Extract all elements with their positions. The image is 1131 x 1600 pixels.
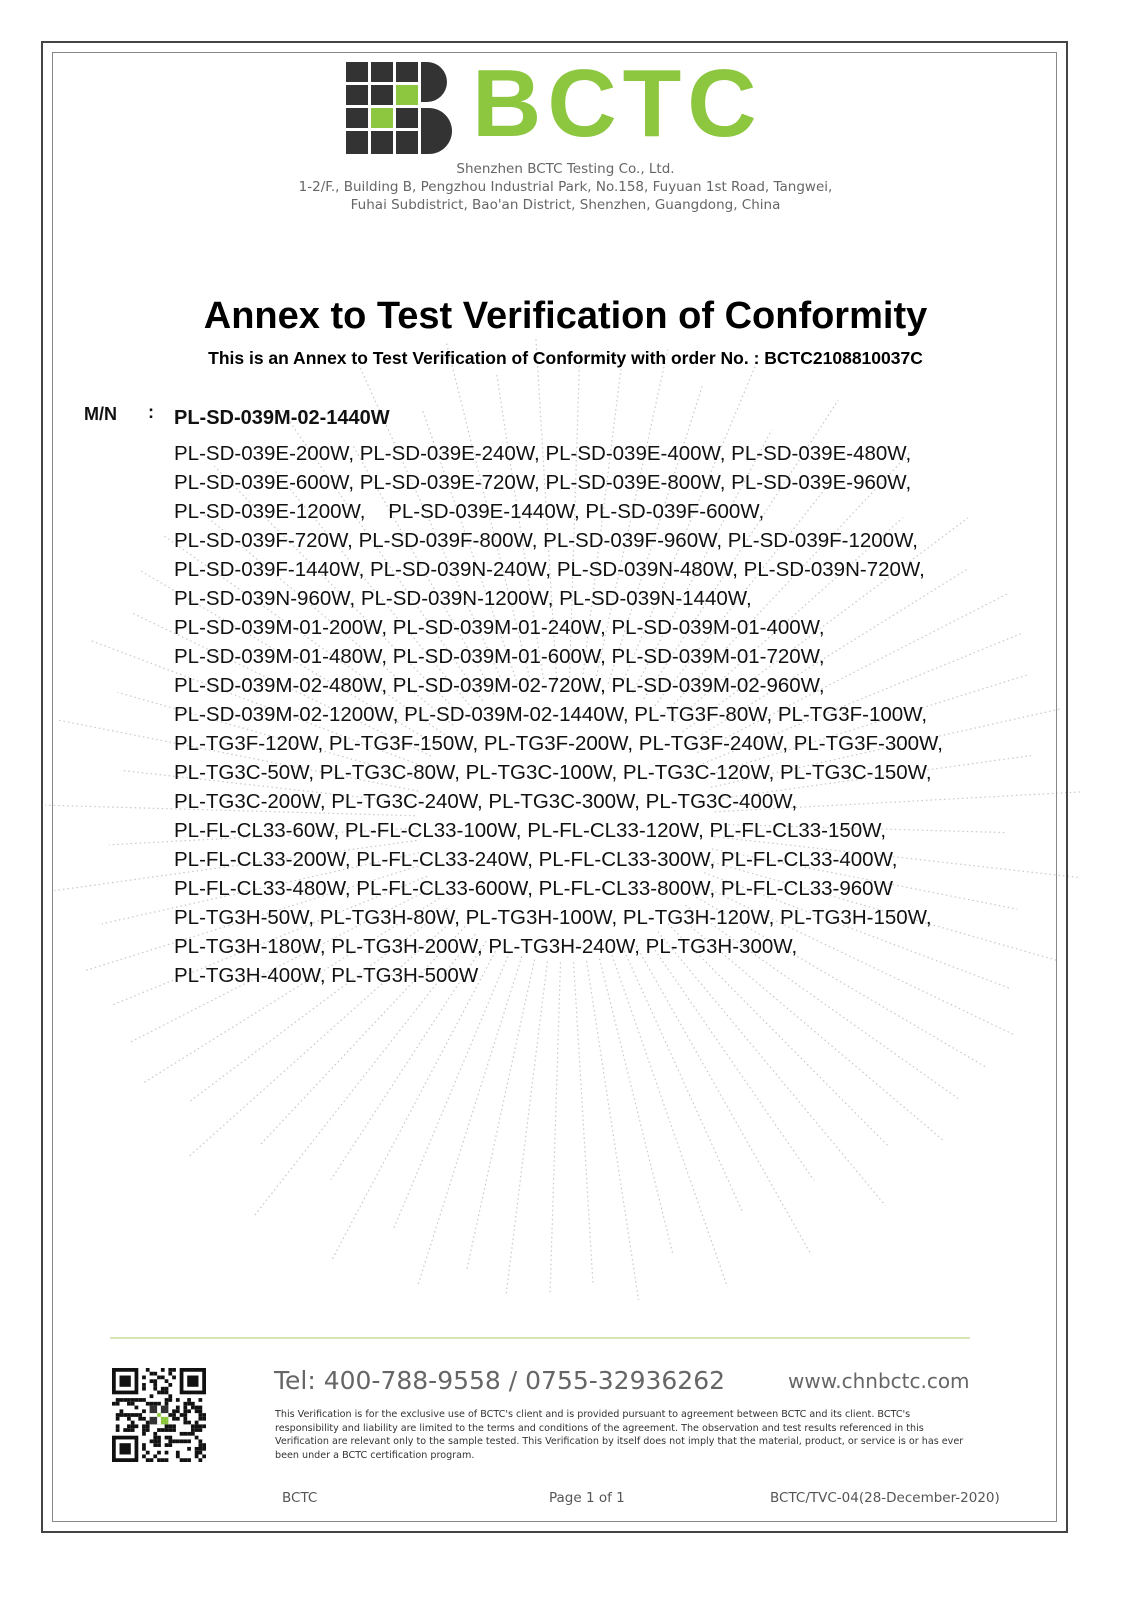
company-address-line-1: 1-2/F., Building B, Pengzhou Industrial Park, No.158, Fuyuan 1st Road, Tangwei, [298, 179, 833, 195]
model-list-line: PL-SD-039F-1440W, PL-SD-039N-240W, PL-SD-039N-480W, PL-SD-039N-720W, [174, 558, 925, 581]
model-list-line: PL-TG3C-50W, PL-TG3C-80W, PL-TG3C-100W, PL-TG3C-120W, PL-TG3C-150W, [174, 761, 932, 784]
model-number-colon: : [148, 402, 154, 422]
company-address-line-2: Fuhai Subdistrict, Bao'an District, Shenzhen, Guangdong, China [350, 197, 781, 213]
qr-code-icon[interactable] [112, 1368, 206, 1462]
website-link[interactable]: www.chnbctc.com [788, 1369, 970, 1393]
model-list-line: PL-TG3H-50W, PL-TG3H-80W, PL-TG3H-100W, PL-TG3H-120W, PL-TG3H-150W, [174, 906, 932, 929]
model-list-line: PL-FL-CL33-60W, PL-FL-CL33-100W, PL-FL-CL33-120W, PL-FL-CL33-150W, [174, 819, 887, 842]
model-list-line: PL-TG3F-120W, PL-TG3F-150W, PL-TG3F-200W, PL-TG3F-240W, PL-TG3F-300W, [174, 732, 943, 755]
page-indicator: Page 1 of 1 [549, 1490, 625, 1506]
logo-wordmark: BCTC [472, 50, 763, 157]
model-number-label: M/N [84, 404, 117, 424]
disclaimer-text: This Verification is for the exclusive use of BCTC's client and is provided pursuant to agreement between BCTC and its client. BCTC's responsibility and liability are limited to the terms and conditions of the agreement. The observation and test results referenced in this Verification are relevant only to the sample tested. This Verification by itself does not imply that the material, product, or service is or has ever been under a BCTC certification program. [275, 1409, 964, 1461]
model-list-line: PL-FL-CL33-480W, PL-FL-CL33-600W, PL-FL-CL33-800W, PL-FL-CL33-960W [174, 877, 893, 900]
model-list-line: PL-SD-039E-200W, PL-SD-039E-240W, PL-SD-039E-400W, PL-SD-039E-480W, [174, 442, 912, 465]
telephone-numbers: Tel: 400-788-9558 / 0755-32936262 [274, 1366, 726, 1395]
model-list [174, 439, 1034, 990]
footer-divider [110, 1337, 970, 1339]
model-list-line: PL-SD-039M-01-480W, PL-SD-039M-01-600W, PL-SD-039M-01-720W, [174, 645, 825, 668]
model-list-line: PL-SD-039N-960W, PL-SD-039N-1200W, PL-SD-039N-1440W, [174, 587, 752, 610]
footer-left: BCTC [282, 1490, 318, 1506]
model-list-line: PL-SD-039M-02-480W, PL-SD-039M-02-720W, PL-SD-039M-02-960W, [174, 674, 825, 697]
model-list-line: PL-SD-039M-01-200W, PL-SD-039M-01-240W, PL-SD-039M-01-400W, [174, 616, 825, 639]
form-reference: BCTC/TVC-04(28-December-2020) [770, 1490, 1000, 1506]
model-list-line: PL-SD-039E-1200W, PL-SD-039E-1440W, PL-SD-039F-600W, [174, 500, 765, 523]
company-name: Shenzhen BCTC Testing Co., Ltd. [456, 161, 675, 177]
document-title: Annex to Test Verification of Conformity [203, 295, 928, 337]
main-model-number: PL-SD-039M-02-1440W [174, 407, 390, 429]
model-list-line: PL-SD-039M-02-1200W, PL-SD-039M-02-1440W, PL-TG3F-80W, PL-TG3F-100W, [174, 703, 928, 726]
document-subtitle: This is an Annex to Test Verification of Conformity with order No. : BCTC2108810037C [208, 348, 923, 368]
model-list-line: PL-TG3H-400W, PL-TG3H-500W [174, 964, 479, 987]
model-list-line: PL-SD-039F-720W, PL-SD-039F-800W, PL-SD-039F-960W, PL-SD-039F-1200W, [174, 529, 918, 552]
model-list-line: PL-TG3H-180W, PL-TG3H-200W, PL-TG3H-240W, PL-TG3H-300W, [174, 935, 798, 958]
model-list-line: PL-FL-CL33-200W, PL-FL-CL33-240W, PL-FL-CL33-300W, PL-FL-CL33-400W, [174, 848, 898, 871]
model-list-line: PL-TG3C-200W, PL-TG3C-240W, PL-TG3C-300W, PL-TG3C-400W, [174, 790, 798, 813]
model-list-line: PL-SD-039E-600W, PL-SD-039E-720W, PL-SD-039E-800W, PL-SD-039E-960W, [174, 471, 912, 494]
